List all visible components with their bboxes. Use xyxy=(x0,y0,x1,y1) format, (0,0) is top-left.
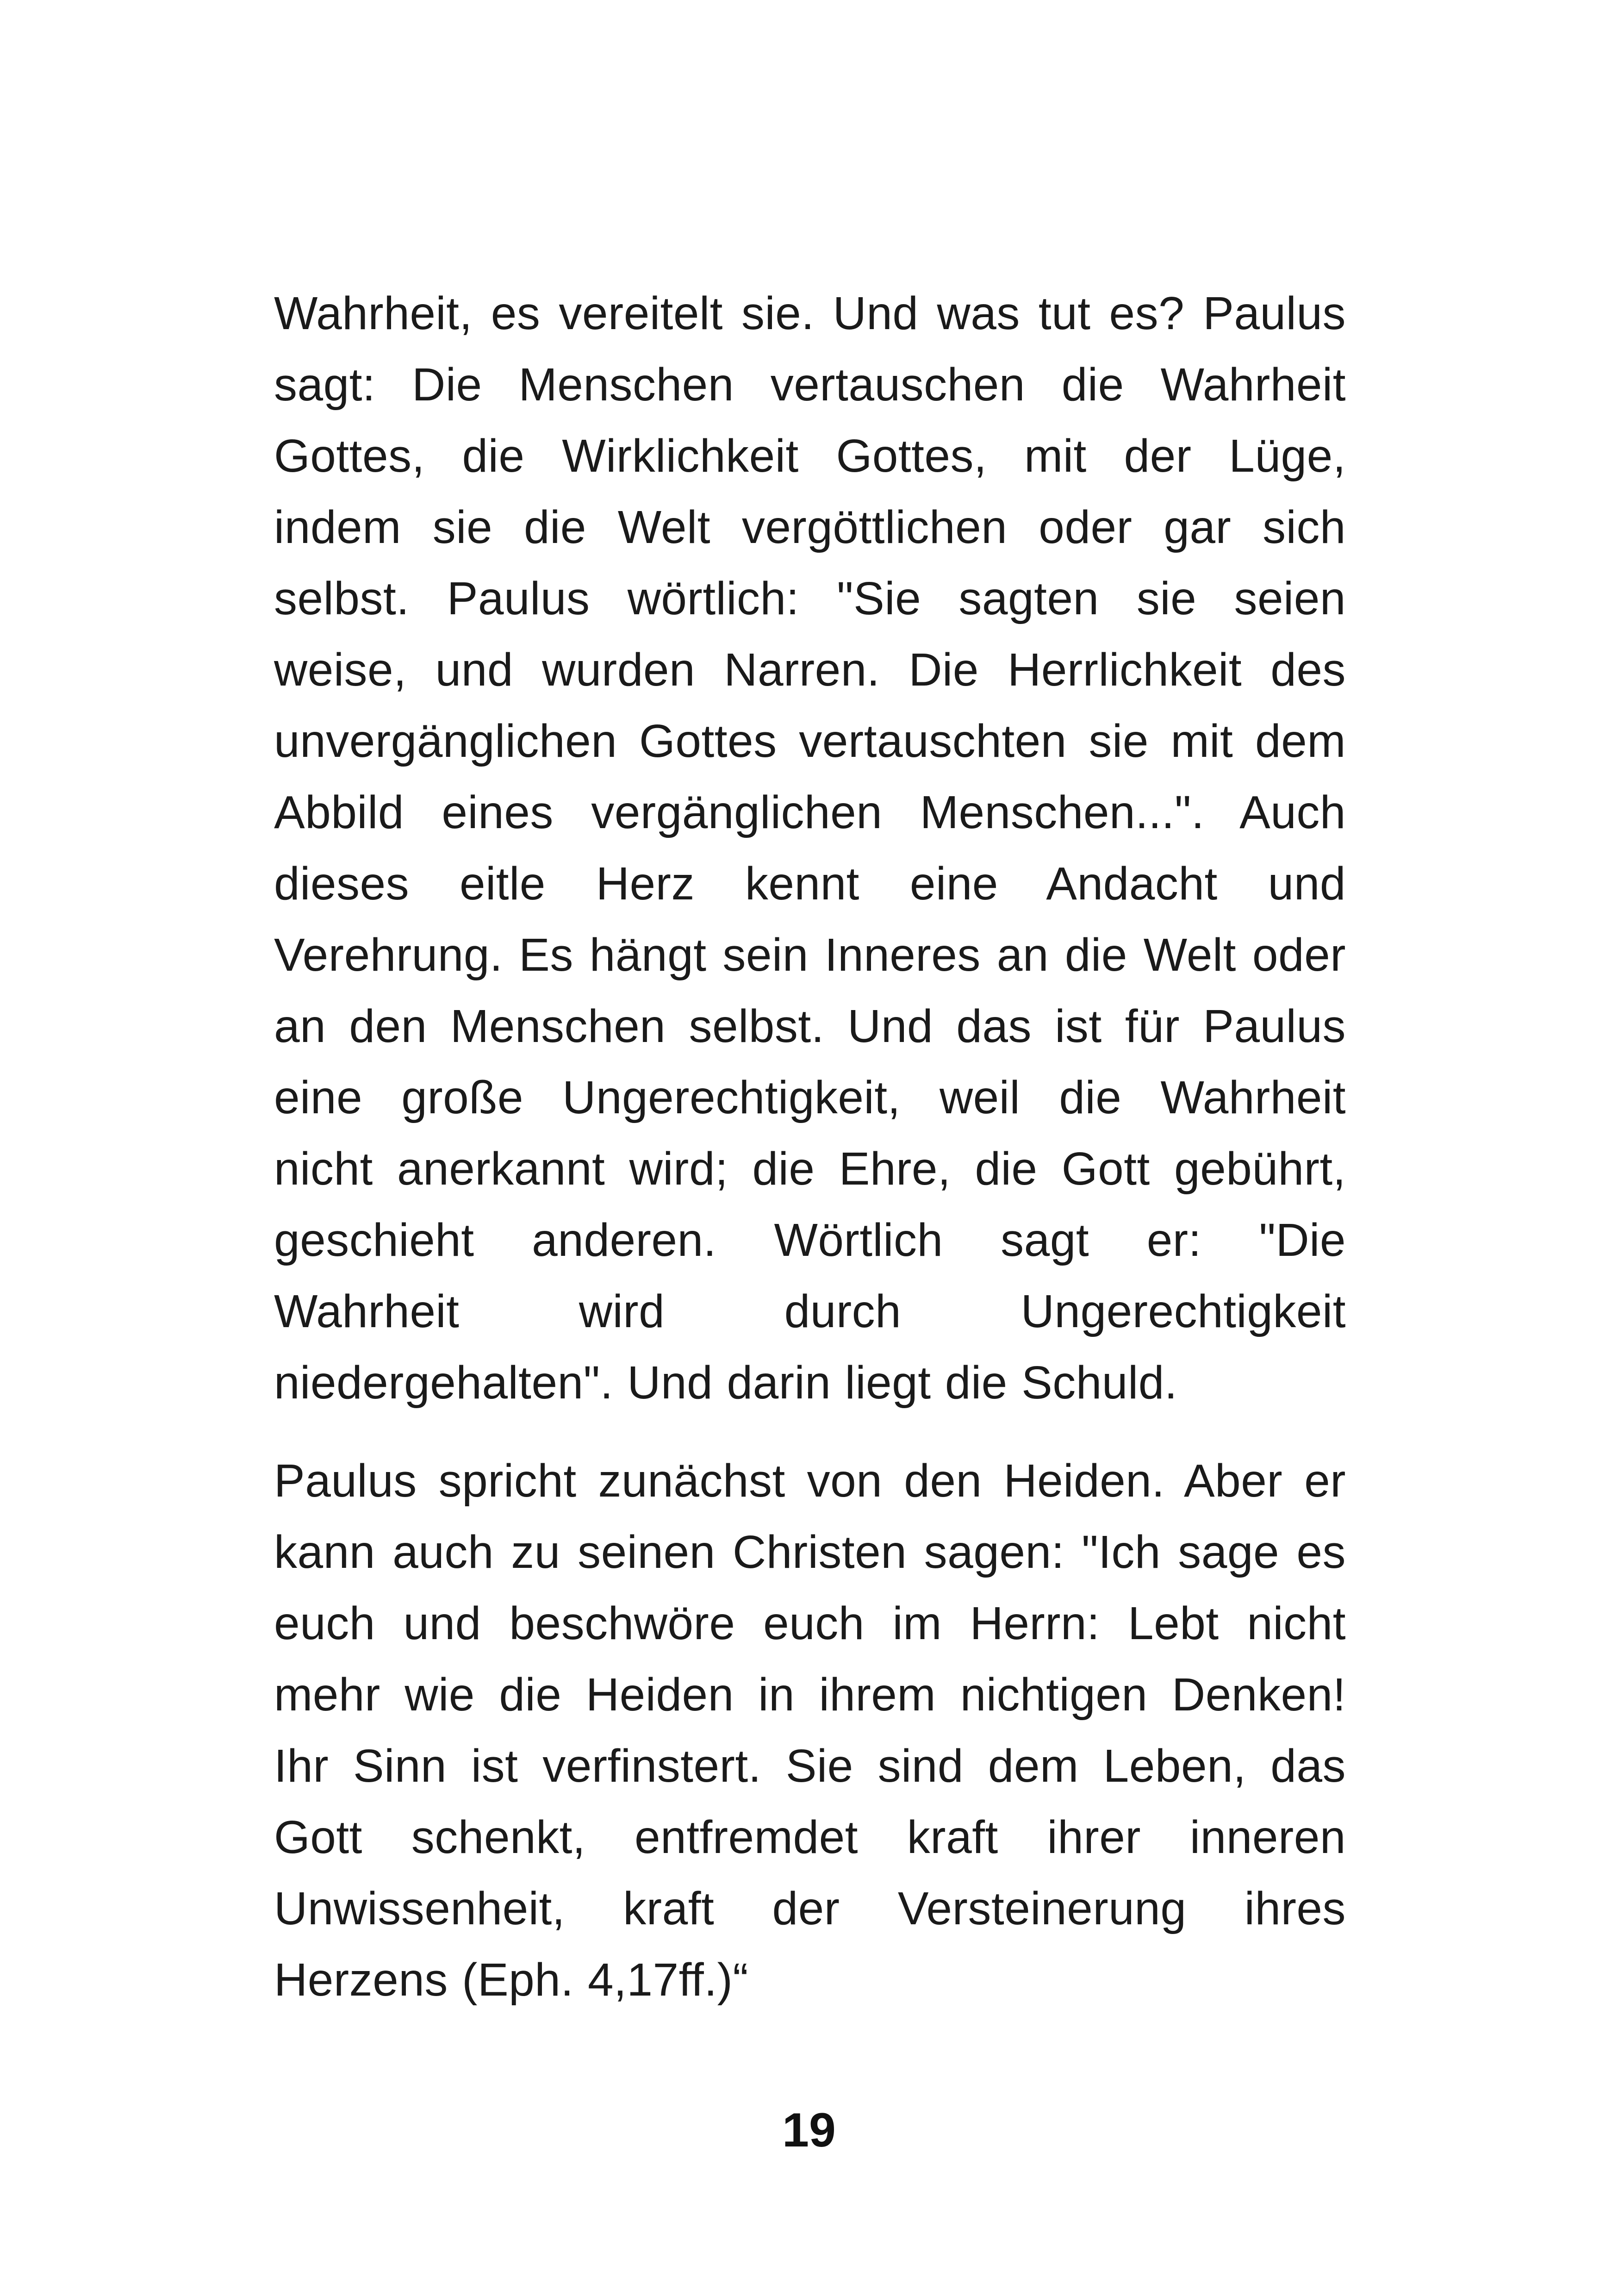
paragraph-1 xyxy=(274,278,1346,1418)
text-line: unvergänglichen Gottes vertauschten sie mit dem xyxy=(274,715,1346,767)
text-line: nicht anerkannt wird; die Ehre, die Gott gebührt, xyxy=(274,1143,1346,1195)
text-line: weise, und wurden Narren. Die Herrlichkeit des xyxy=(274,644,1346,696)
text-line: Wahrheit wird durch Ungerechtigkeit xyxy=(274,1285,1346,1337)
text-line: mehr wie die Heiden in ihrem nichtigen Denken! xyxy=(274,1669,1346,1721)
paragraph-2 xyxy=(274,1445,1346,2015)
text-line: dieses eitle Herz kennt eine Andacht und xyxy=(274,858,1346,910)
text-line: selbst. Paulus wörtlich: "Sie sagten sie seien xyxy=(274,573,1346,624)
text-line: kann auch zu seinen Christen sagen: "Ich sage es xyxy=(274,1526,1346,1578)
text-line: Paulus spricht zunächst von den Heiden. Aber er xyxy=(274,1455,1346,1507)
text-line: sagt: Die Menschen vertauschen die Wahrheit xyxy=(274,359,1346,411)
text-line: Abbild eines vergänglichen Menschen...". Auch xyxy=(274,786,1346,838)
text-line: Gottes, die Wirklichkeit Gottes, mit der Lüge, xyxy=(274,430,1346,482)
text-line: Verehrung. Es hängt sein Inneres an die Welt oder xyxy=(274,929,1346,981)
text-line: niedergehalten". Und darin liegt die Schuld. xyxy=(274,1357,1178,1409)
text-line: eine große Ungerechtigkeit, weil die Wahrheit xyxy=(274,1072,1346,1123)
text-line: Unwissenheit, kraft der Versteinerung ihres xyxy=(274,1883,1346,1934)
text-line: Herzens (Eph. 4,17ff.)“ xyxy=(274,1954,749,2006)
text-line: Ihr Sinn ist verfinstert. Sie sind dem Leben, das xyxy=(274,1740,1346,1792)
text-line: euch und beschwöre euch im Herrn: Lebt nicht xyxy=(274,1597,1346,1649)
text-line: indem sie die Welt vergöttlichen oder gar sich xyxy=(274,501,1346,553)
text-line: an den Menschen selbst. Und das ist für Paulus xyxy=(274,1000,1346,1052)
page-number: 19 xyxy=(782,2103,836,2157)
text-line: Gott schenkt, entfremdet kraft ihrer inneren xyxy=(274,1811,1346,1863)
text-line: geschieht anderen. Wörtlich sagt er: "Die xyxy=(274,1214,1346,1266)
text-line: Wahrheit, es vereitelt sie. Und was tut es? Paulus xyxy=(274,287,1346,339)
